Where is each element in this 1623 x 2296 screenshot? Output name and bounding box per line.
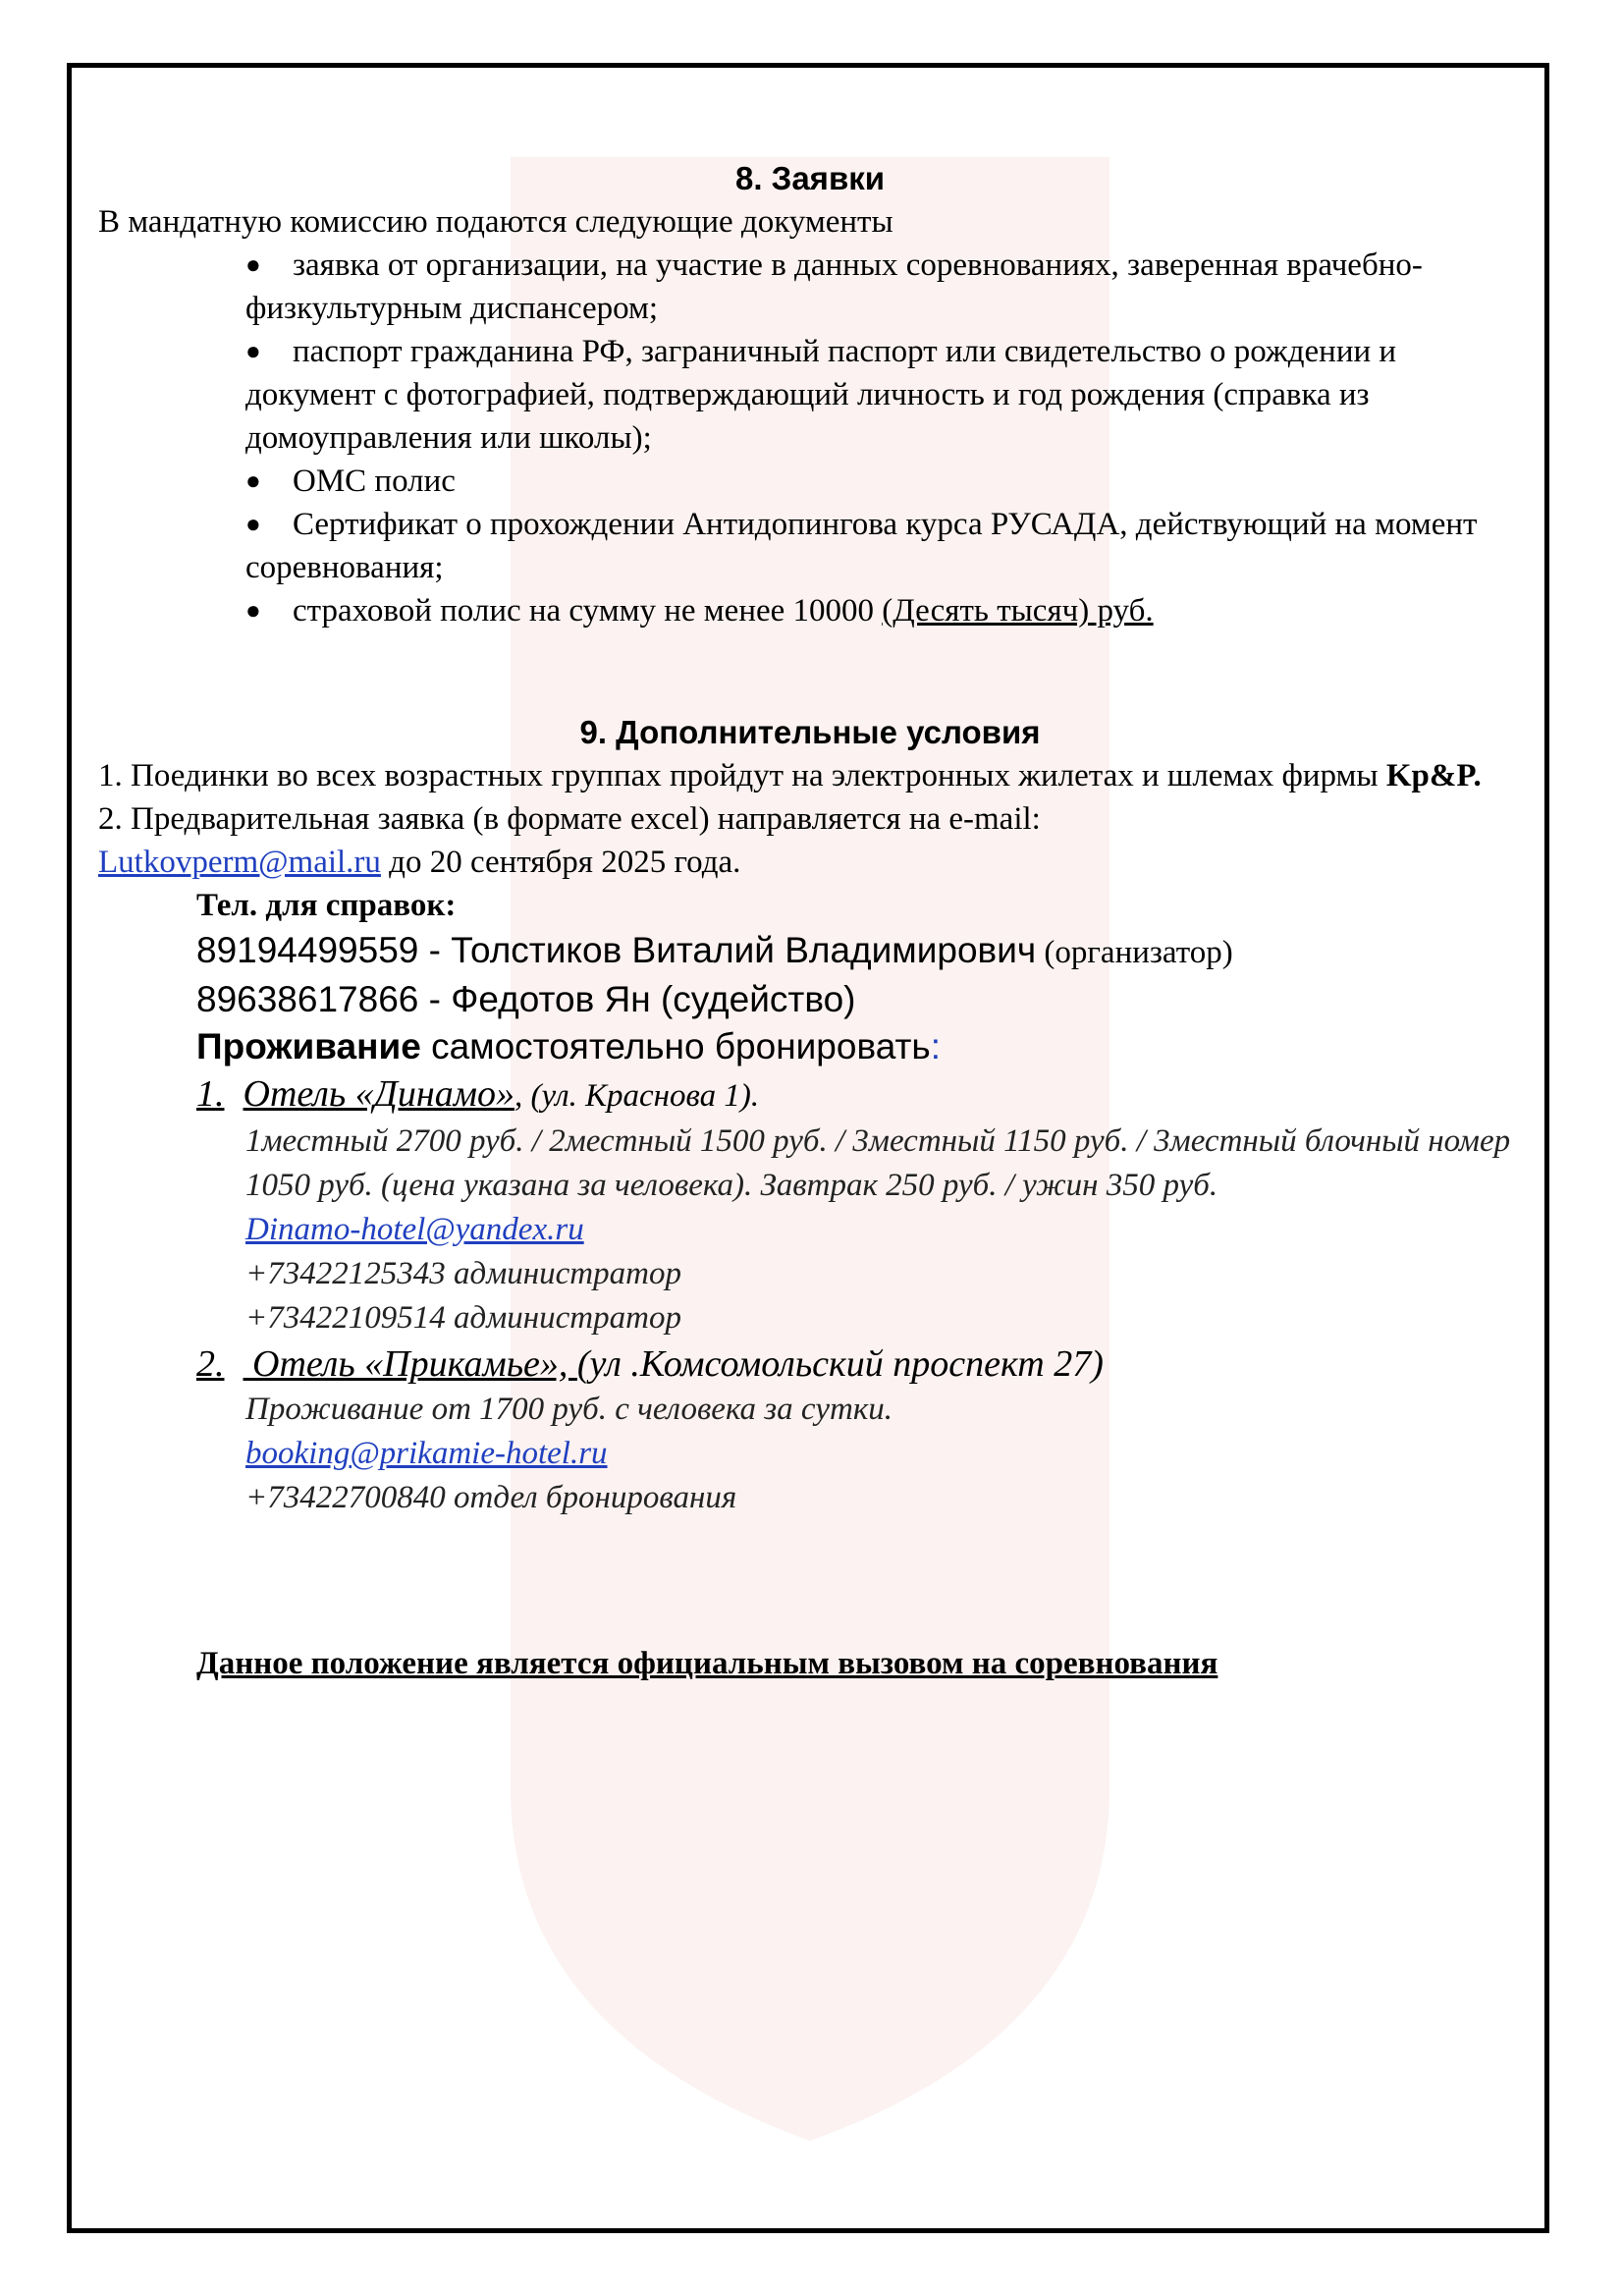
bullet-icon: ● (245, 596, 261, 625)
email-link[interactable]: Lutkovperm@mail.ru (98, 845, 381, 880)
bullet-icon: ● (245, 250, 261, 279)
hotel-2-email-link[interactable]: booking@prikamie-hotel.ru (245, 1436, 608, 1471)
hotel-1-name: Отель «Динамо» (243, 1073, 514, 1115)
condition-2: 2. Предварительная заявка (в формате excel) направляется на e-mail: (98, 801, 1041, 837)
insurance-amount-text: (Десять тысяч) руб. (882, 593, 1154, 629)
list-item: ● заявка от организации, на участие в данных соревнованиях, заверенная врачебно-физкультурным диспансером; (245, 244, 1522, 330)
hotel-2-name: Отель «Прикамье», (243, 1343, 577, 1385)
contacts-label: Тел. для справок: (196, 888, 457, 923)
hotel-1-phone-1: +73422125343 администратор (245, 1256, 681, 1291)
hotel-2-phone: +73422700840 отдел бронирования (245, 1480, 737, 1515)
list-item: ● ОМС полис (245, 460, 1522, 503)
hotel-1-prices: 1местный 2700 руб. / 2местный 1500 руб. / 3местный 1150 руб. / 3местный блочный номер 1050 руб. (цена указана за человека). Завтрак 250 руб. / ужин 350 руб. (245, 1123, 1511, 1203)
contact-judge: 89638617866 - Федотов Ян (судейство) (196, 979, 856, 1019)
lodging-line: Проживание самостоятельно бронировать: (196, 1026, 941, 1066)
hotel-1-email-line (98, 1208, 1522, 1252)
list-item: ● паспорт гражданина РФ, заграничный паспорт или свидетельство о рождении и документ с фотографией, подтверждающий личность и год рождения (справка из домоуправления или школы); (245, 330, 1522, 460)
official-invitation-note: Данное положение является официальным вызовом на соревнования (196, 1646, 1218, 1681)
hotel-1-phone-2: +73422109514 администратор (245, 1300, 681, 1336)
documents-list (98, 244, 1522, 632)
bullet-icon: ● (245, 510, 261, 538)
section-9-title: 9. Дополнительные условия (579, 714, 1041, 750)
hotel-1-title: 1. Отель «Динамо», (ул. Краснова 1). (196, 1073, 760, 1115)
hotel-2-prices: Проживание от 1700 руб. с человека за сутки. (245, 1392, 893, 1427)
list-item: ● страховой полис на сумму не менее 10000 (Десять тысяч) руб. (245, 589, 1522, 632)
hotel-2-title: 2. Отель «Прикамье», (ул .Комсомольский проспект 27) (196, 1343, 1104, 1385)
contact-organizer: 89194499559 - Толстиков Виталий Владимирович (организатор) (196, 930, 1233, 970)
bullet-icon: ● (245, 337, 261, 365)
hotel-1-email-link[interactable]: Dinamo-hotel@yandex.ru (245, 1212, 584, 1247)
condition-1: 1. Поединки во всех возрастных группах пройдут на электронных жилетах и шлемах фирмы Kp&P. (98, 758, 1482, 793)
section-8-intro: В мандатную комиссию подаются следующие документы (98, 204, 893, 240)
list-item: ● Сертификат о прохождении Антидопингова курса РУСАДА, действующий на момент соревнования; (245, 503, 1522, 589)
bullet-icon: ● (245, 466, 261, 495)
hotel-2-email-line (98, 1432, 1522, 1476)
document-body (98, 157, 1522, 1685)
email-line: Lutkovperm@mail.ru до 20 сентября 2025 года. (98, 845, 741, 880)
section-8-title: 8. Заявки (734, 160, 886, 196)
brand-name: Kp&P. (1385, 758, 1482, 793)
